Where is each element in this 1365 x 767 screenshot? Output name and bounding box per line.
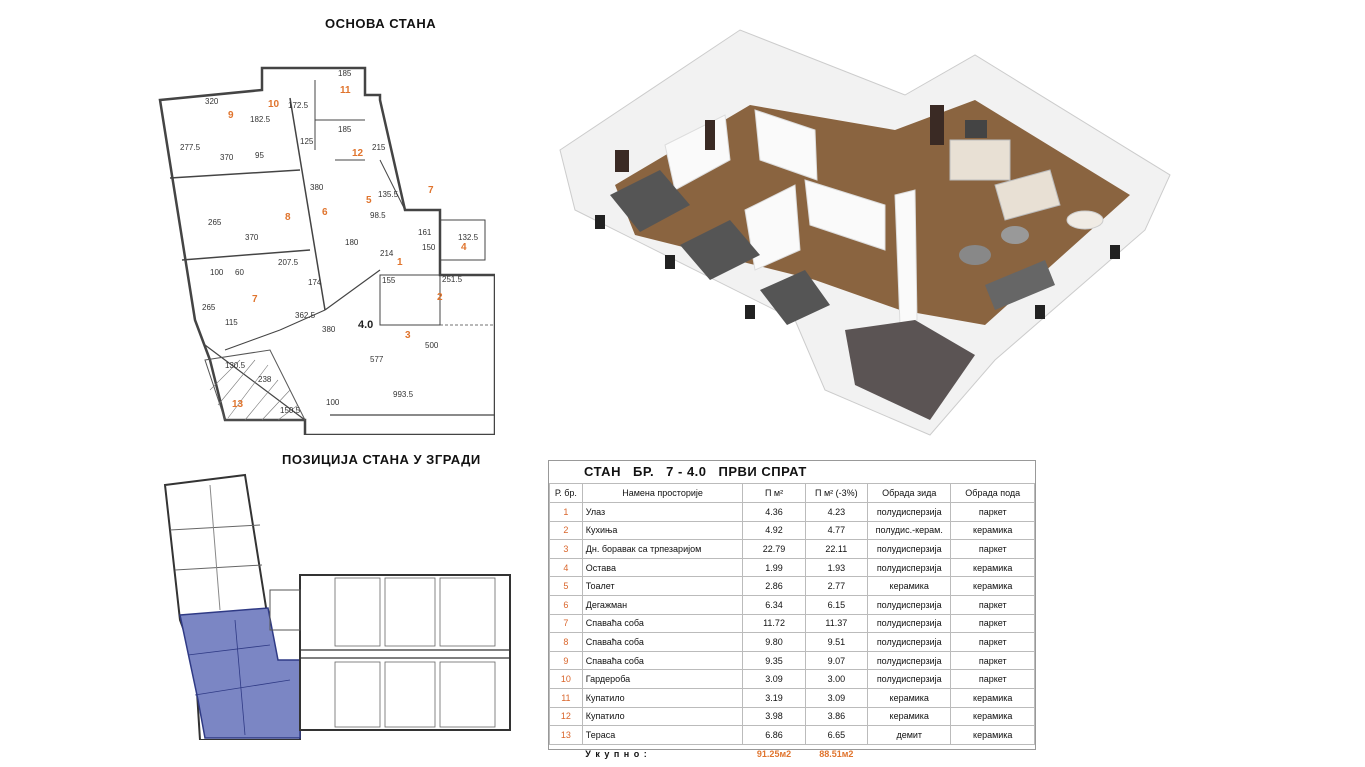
room-name: Тераса	[582, 726, 743, 745]
svg-text:100: 100	[326, 398, 340, 407]
room-number-8: 8	[285, 212, 291, 223]
room-name: Гардероба	[582, 670, 743, 689]
table-row	[550, 651, 1035, 670]
room-area-reduced: 9.51	[805, 633, 867, 652]
room-area: 4.92	[743, 521, 805, 540]
floor-finish: паркет	[951, 595, 1035, 614]
room-area-reduced: 6.65	[805, 726, 867, 745]
total-area: 91.25м2	[756, 748, 792, 759]
floor-finish: керамика	[951, 577, 1035, 596]
row-number: 13	[550, 726, 583, 745]
room-area-reduced: 6.15	[805, 595, 867, 614]
svg-text:251.5: 251.5	[442, 275, 463, 284]
apartment-3d-render	[555, 20, 1175, 440]
room-number-10: 10	[268, 99, 280, 110]
row-number: 12	[550, 707, 583, 726]
table-header-row	[550, 484, 1035, 503]
room-name: Спаваћа соба	[582, 633, 743, 652]
wall-finish: полудисперзија	[868, 558, 951, 577]
wall-finish: полудисперзија	[868, 614, 951, 633]
room-area: 9.80	[743, 633, 805, 652]
floor-finish: керамика	[951, 558, 1035, 577]
wall-finish: полудисперзија	[868, 540, 951, 559]
svg-text:380: 380	[310, 183, 324, 192]
wall-finish: керамика	[868, 707, 951, 726]
svg-text:993.5: 993.5	[393, 390, 414, 399]
floor-finish: керамика	[951, 521, 1035, 540]
room-number-7: 7	[252, 294, 258, 305]
room-area: 11.72	[743, 614, 805, 633]
floor-finish: паркет	[951, 614, 1035, 633]
total-label: У к у п н о :	[585, 748, 648, 759]
room-area-reduced: 22.11	[805, 540, 867, 559]
room-area-reduced: 1.93	[805, 558, 867, 577]
room-area: 6.86	[743, 726, 805, 745]
building-position-title: ПОЗИЦИЈА СТАНА У ЗГРАДИ	[282, 452, 481, 467]
wall-finish: полудисперзија	[868, 595, 951, 614]
svg-text:238: 238	[258, 375, 272, 384]
room-area-reduced: 4.77	[805, 521, 867, 540]
svg-text:150: 150	[422, 243, 436, 252]
table-row	[550, 558, 1035, 577]
floor-finish: паркет	[951, 503, 1035, 522]
room-area-reduced: 3.09	[805, 688, 867, 707]
svg-text:60: 60	[235, 268, 244, 277]
room-area: 1.99	[743, 558, 805, 577]
table-row	[550, 595, 1035, 614]
apartment-code-label: 4.0	[358, 319, 374, 331]
room-area-reduced: 2.77	[805, 577, 867, 596]
room-name: Дн. боравак са трпезаријом	[582, 540, 743, 559]
floor-finish: паркет	[951, 651, 1035, 670]
svg-text:172.5: 172.5	[288, 101, 309, 110]
table-row	[550, 540, 1035, 559]
floor-finish: паркет	[951, 633, 1035, 652]
svg-text:115: 115	[225, 318, 238, 327]
floor-plan-title: ОСНОВА СТАНА	[325, 16, 437, 31]
room-area: 9.35	[743, 651, 805, 670]
svg-text:215: 215	[372, 143, 386, 152]
row-number: 3	[550, 540, 583, 559]
row-number: 10	[550, 670, 583, 689]
room-area-reduced: 9.07	[805, 651, 867, 670]
wall-finish: полудис.-керам.	[868, 521, 951, 540]
svg-text:380: 380	[322, 325, 336, 334]
table-row	[550, 577, 1035, 596]
wall-finish: полудисперзија	[868, 651, 951, 670]
col-header-number: Р. бр.	[550, 484, 583, 503]
svg-text:265: 265	[202, 303, 216, 312]
wall-finish: полудисперзија	[868, 503, 951, 522]
table-row	[550, 521, 1035, 540]
svg-text:185: 185	[338, 69, 352, 78]
room-area: 6.34	[743, 595, 805, 614]
table-row	[550, 726, 1035, 745]
svg-text:150.5: 150.5	[280, 406, 301, 415]
room-area: 3.09	[743, 670, 805, 689]
room-number-13: 13	[232, 399, 244, 410]
svg-text:130.5: 130.5	[225, 361, 246, 370]
row-number: 1	[550, 503, 583, 522]
svg-text:132.5: 132.5	[458, 233, 479, 242]
table-title: СТАН БР. 7 - 4.0 ПРВИ СПРАТ	[584, 464, 807, 479]
wall-finish: полудисперзија	[868, 633, 951, 652]
svg-text:180: 180	[345, 238, 359, 247]
floor-plan-drawing	[150, 60, 495, 435]
svg-text:500: 500	[425, 341, 439, 350]
table-row	[550, 670, 1035, 689]
floor-finish: керамика	[951, 688, 1035, 707]
room-number-3: 3	[405, 330, 411, 341]
svg-text:265: 265	[208, 218, 222, 227]
room-name: Спаваћа соба	[582, 651, 743, 670]
total-area-reduced: 88.51м2	[819, 748, 854, 759]
floor-finish: керамика	[951, 707, 1035, 726]
room-name: Дегажман	[582, 595, 743, 614]
svg-text:95: 95	[255, 151, 264, 160]
room-name: Остава	[582, 558, 743, 577]
floor-finish: паркет	[951, 670, 1035, 689]
row-number: 9	[550, 651, 583, 670]
total-row	[550, 744, 1035, 762]
room-name: Кухиња	[582, 521, 743, 540]
svg-text:174: 174	[308, 278, 322, 287]
table-row	[550, 614, 1035, 633]
room-area: 22.79	[743, 540, 805, 559]
row-number: 7	[550, 614, 583, 633]
room-number-12: 12	[352, 148, 364, 159]
table-row	[550, 688, 1035, 707]
floor-finish: керамика	[951, 726, 1035, 745]
svg-text:155: 155	[382, 276, 396, 285]
table-row	[550, 503, 1035, 522]
col-header-area-reduced: П м² (-3%)	[805, 484, 867, 503]
room-number-2: 2	[437, 292, 443, 303]
svg-text:277.5: 277.5	[180, 143, 201, 152]
room-name: Купатило	[582, 688, 743, 707]
col-header-floor-finish: Обрада пода	[951, 484, 1035, 503]
svg-text:320: 320	[205, 97, 219, 106]
svg-text:370: 370	[245, 233, 259, 242]
room-name: Улаз	[582, 503, 743, 522]
room-number-5: 5	[366, 195, 372, 206]
row-number: 5	[550, 577, 583, 596]
room-area-reduced: 11.37	[805, 614, 867, 633]
row-number: 8	[550, 633, 583, 652]
room-area: 4.36	[743, 503, 805, 522]
svg-text:214: 214	[380, 249, 394, 258]
svg-text:135.5: 135.5	[378, 190, 399, 199]
row-number: 6	[550, 595, 583, 614]
room-number-1: 1	[397, 257, 403, 268]
room-number-4: 4	[461, 242, 467, 253]
svg-text:182.5: 182.5	[250, 115, 271, 124]
wall-finish: керамика	[868, 577, 951, 596]
svg-text:98.5: 98.5	[370, 211, 386, 220]
table-row	[550, 633, 1035, 652]
room-area-reduced: 3.86	[805, 707, 867, 726]
room-name: Спаваћа соба	[582, 614, 743, 633]
col-header-area: П м²	[743, 484, 805, 503]
svg-text:185: 185	[338, 125, 352, 134]
building-position-drawing	[150, 470, 525, 740]
svg-text:362.5: 362.5	[295, 311, 316, 320]
wall-finish: керамика	[868, 688, 951, 707]
room-area: 2.86	[743, 577, 805, 596]
room-number-9: 9	[228, 110, 234, 121]
col-header-room: Намена просторије	[582, 484, 743, 503]
col-header-wall-finish: Обрада зида	[868, 484, 951, 503]
room-area-table	[548, 460, 1036, 759]
floor-finish: паркет	[951, 540, 1035, 559]
wall-finish: демит	[868, 726, 951, 745]
room-name: Тоалет	[582, 577, 743, 596]
svg-text:370: 370	[220, 153, 234, 162]
room-area-reduced: 3.00	[805, 670, 867, 689]
room-number-6: 6	[322, 207, 328, 218]
svg-text:161: 161	[418, 228, 432, 237]
room-name: Купатило	[582, 707, 743, 726]
wall-finish: полудисперзија	[868, 670, 951, 689]
svg-text:125: 125	[300, 137, 314, 146]
row-number: 11	[550, 688, 583, 707]
area-table	[549, 483, 1035, 762]
entrance-marker: 7	[428, 185, 434, 196]
svg-text:100: 100	[210, 268, 224, 277]
row-number: 2	[550, 521, 583, 540]
table-row	[550, 707, 1035, 726]
row-number: 4	[550, 558, 583, 577]
svg-text:577: 577	[370, 355, 384, 364]
room-area: 3.19	[743, 688, 805, 707]
svg-text:207.5: 207.5	[278, 258, 299, 267]
room-area: 3.98	[743, 707, 805, 726]
room-area-reduced: 4.23	[805, 503, 867, 522]
room-number-11: 11	[340, 85, 351, 96]
